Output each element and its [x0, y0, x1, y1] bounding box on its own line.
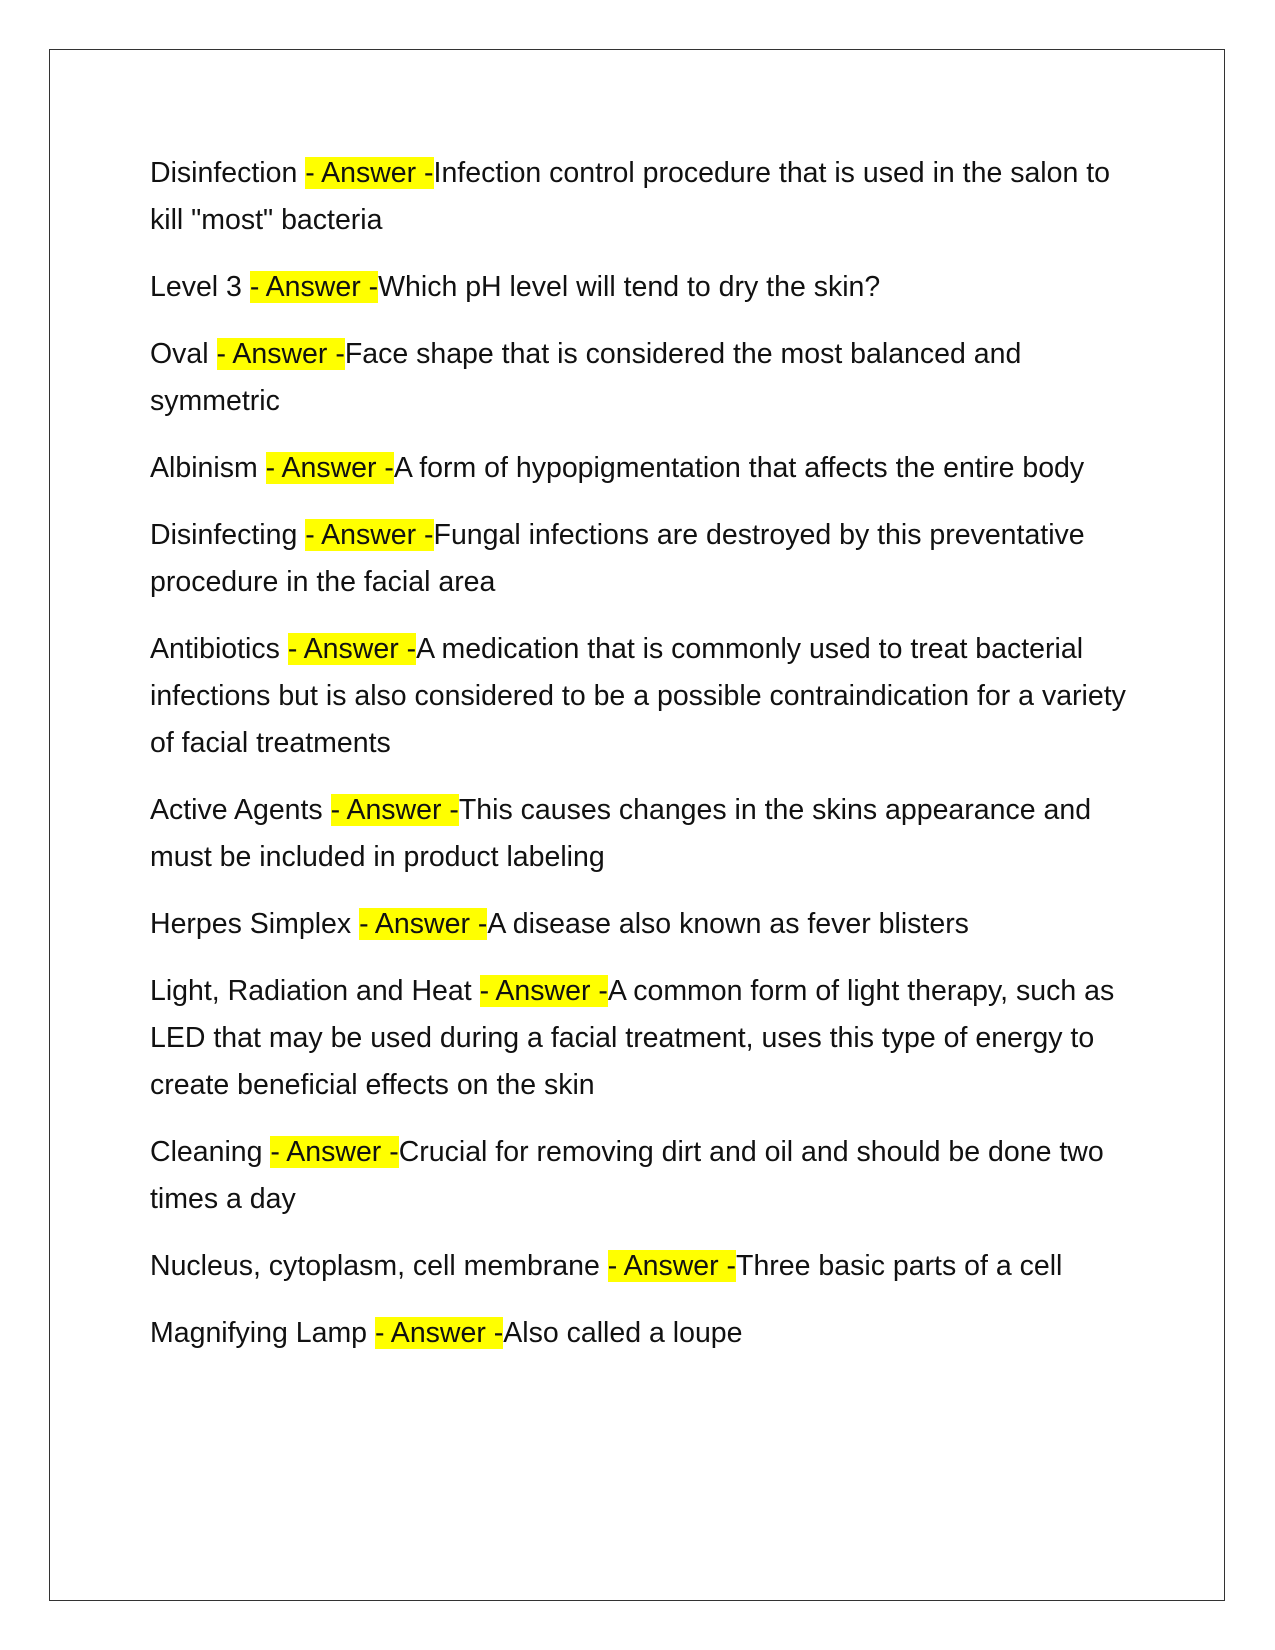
flashcard-list [150, 150, 1130, 1377]
entry-definition: A common form of light therapy, such as LED that may be used during a facial treatment, uses this type of energy to create beneficial effects on the skin [150, 975, 1115, 1101]
entry-term: Albinism [150, 452, 258, 484]
entry-term: Light, Radiation and Heat [150, 975, 472, 1007]
entry-definition: Infection control procedure that is used in the salon to kill "most" bacteria [150, 157, 1111, 236]
flashcard-entry [150, 901, 1130, 948]
entry-term: Herpes Simplex [150, 908, 352, 940]
entry-definition: Fungal infections are destroyed by this preventative procedure in the facial area [150, 519, 1085, 598]
entry-definition: A form of hypopigmentation that affects the entire body [393, 452, 1085, 484]
answer-separator: - Answer - [479, 975, 608, 1007]
answer-separator: - Answer - [305, 519, 434, 551]
entry-term: Oval [150, 338, 209, 370]
entry-definition: This causes changes in the skins appearance and must be included in product labeling [150, 794, 1092, 873]
entry-definition: A medication that is commonly used to treat bacterial infections but is also considered to be a possible contraindication for a variety of facial treatments [150, 633, 1126, 759]
entry-term: Magnifying Lamp [150, 1317, 368, 1349]
answer-separator: - Answer - [374, 1317, 504, 1349]
answer-separator: - Answer - [305, 157, 434, 189]
answer-separator: - Answer - [287, 633, 417, 665]
entry-definition: Also called a loupe [503, 1317, 743, 1349]
flashcard-entry [150, 445, 1130, 492]
answer-separator: - Answer - [216, 338, 345, 370]
entry-term: Cleaning [150, 1136, 263, 1168]
flashcard-entry [150, 150, 1130, 244]
answer-separator: - Answer - [607, 1250, 737, 1282]
entry-definition: Three basic parts of a cell [736, 1250, 1063, 1282]
entry-definition: Crucial for removing dirt and oil and should be done two times a day [150, 1136, 1104, 1215]
flashcard-entry [150, 512, 1130, 606]
flashcard-entry [150, 331, 1130, 425]
flashcard-entry [150, 787, 1130, 881]
answer-separator: - Answer - [249, 271, 379, 303]
entry-term: Level 3 [150, 271, 242, 303]
answer-separator: - Answer - [330, 794, 459, 826]
flashcard-entry [150, 1243, 1130, 1290]
flashcard-entry [150, 626, 1130, 767]
entry-term: Disinfecting [150, 519, 298, 551]
entry-term: Nucleus, cytoplasm, cell membrane [150, 1250, 600, 1282]
entry-term: Disinfection [150, 157, 298, 189]
entry-definition: A disease also known as fever blisters [487, 908, 969, 940]
entry-term: Active Agents [150, 794, 323, 826]
entry-definition: Which pH level will tend to dry the skin? [378, 271, 881, 303]
flashcard-entry [150, 968, 1130, 1109]
answer-separator: - Answer - [359, 908, 488, 940]
entry-definition: Face shape that is considered the most balanced and symmetric [150, 338, 1022, 417]
entry-term: Antibiotics [150, 633, 280, 665]
flashcard-entry [150, 1310, 1130, 1357]
flashcard-entry [150, 264, 1130, 311]
answer-separator: - Answer - [270, 1136, 399, 1168]
flashcard-entry [150, 1129, 1130, 1223]
answer-separator: - Answer - [265, 452, 394, 484]
